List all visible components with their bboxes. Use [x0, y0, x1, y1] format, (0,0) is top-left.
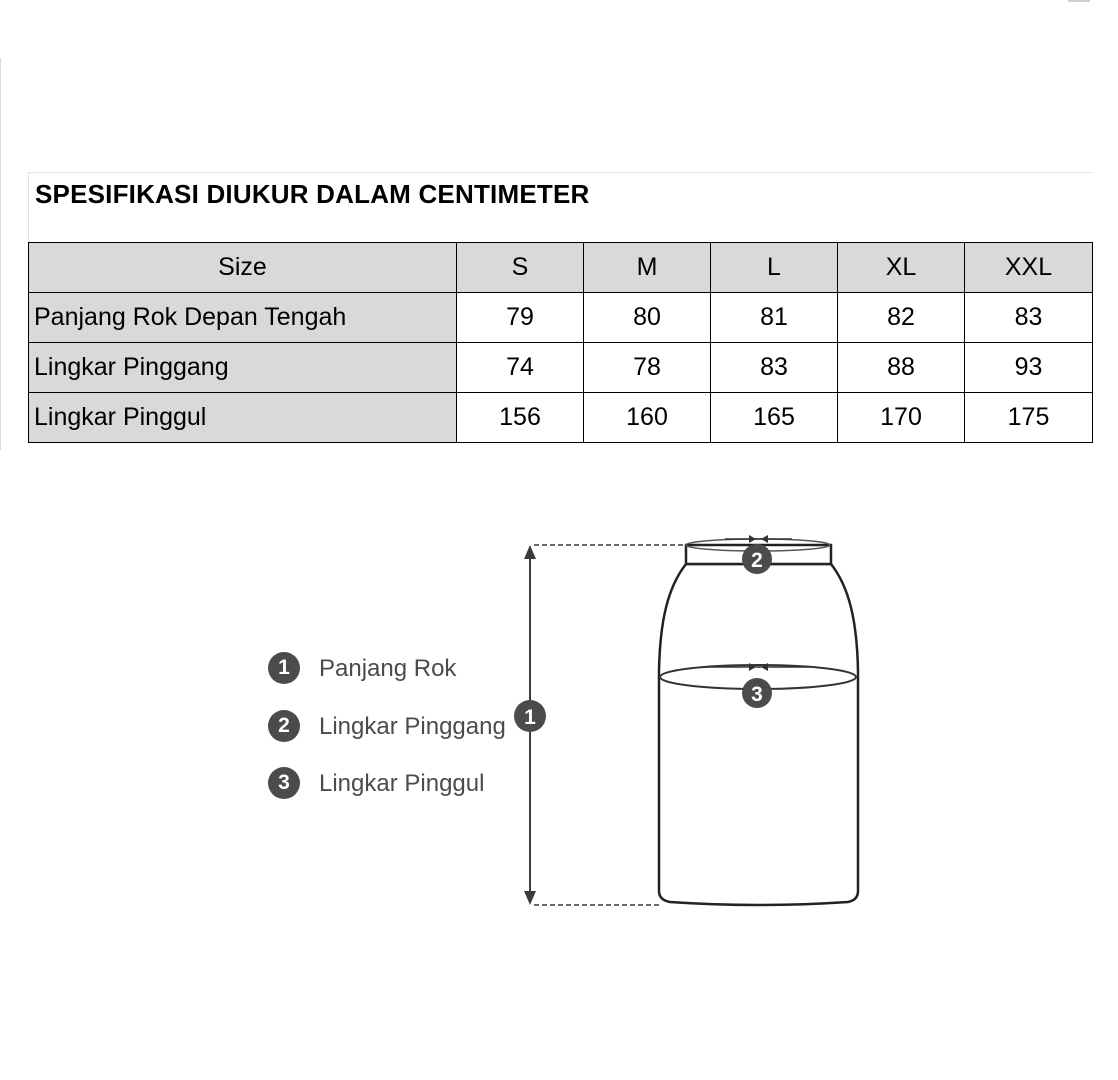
hip-marker-icon: [742, 678, 772, 708]
table-cell: 79: [457, 293, 584, 343]
legend-item-hip: [268, 767, 528, 801]
table-cell: 78: [584, 343, 711, 393]
waist-marker-icon: [742, 544, 772, 574]
table-cell: 74: [457, 343, 584, 393]
table-cell: 81: [711, 293, 838, 343]
header-size-xxl: XXL: [965, 243, 1093, 293]
waist-arrow: [725, 535, 792, 543]
header-size-xl: XL: [838, 243, 965, 293]
size-chart-table: [28, 242, 1093, 443]
table-cell: 156: [457, 393, 584, 443]
legend-item-waist: [268, 710, 528, 744]
header-size-s: S: [457, 243, 584, 293]
legend-item-length: [268, 652, 528, 686]
row-label: Lingkar Pinggul: [29, 393, 457, 443]
table-row: [29, 343, 1093, 393]
legend-label: Panjang Rok: [319, 655, 457, 682]
table-header-row: [29, 243, 1093, 293]
corner-mark: [1068, 0, 1090, 2]
table-cell: 82: [838, 293, 965, 343]
header-size-label: Size: [29, 243, 457, 293]
spec-title: SPESIFIKASI DIUKUR DALAM CENTIMETER: [28, 172, 1092, 242]
table-cell: 83: [965, 293, 1093, 343]
table-row: [29, 293, 1093, 343]
table-cell: 165: [711, 393, 838, 443]
row-label: Lingkar Pinggang: [29, 343, 457, 393]
legend-label: Lingkar Pinggang: [319, 713, 506, 740]
marker-1-icon: 1: [268, 652, 300, 684]
header-size-l: L: [711, 243, 838, 293]
marker-3-icon: 3: [268, 767, 300, 799]
skirt-outline: [659, 539, 858, 905]
svg-text:1: 1: [524, 706, 536, 729]
table-row: [29, 393, 1093, 443]
header-size-m: M: [584, 243, 711, 293]
table-cell: 160: [584, 393, 711, 443]
skirt-measurement-diagram: [500, 525, 880, 920]
page-edge-line: [0, 58, 1, 450]
size-spec-section: [28, 172, 1092, 443]
row-label: Panjang Rok Depan Tengah: [29, 293, 457, 343]
marker-2-icon: 2: [268, 710, 300, 742]
legend-label: Lingkar Pinggul: [319, 770, 485, 797]
table-cell: 83: [711, 343, 838, 393]
svg-text:3: 3: [751, 683, 763, 706]
table-cell: 175: [965, 393, 1093, 443]
svg-text:2: 2: [751, 549, 763, 572]
length-marker-icon: [514, 700, 546, 732]
table-cell: 88: [838, 343, 965, 393]
table-cell: 80: [584, 293, 711, 343]
table-cell: 93: [965, 343, 1093, 393]
table-cell: 170: [838, 393, 965, 443]
